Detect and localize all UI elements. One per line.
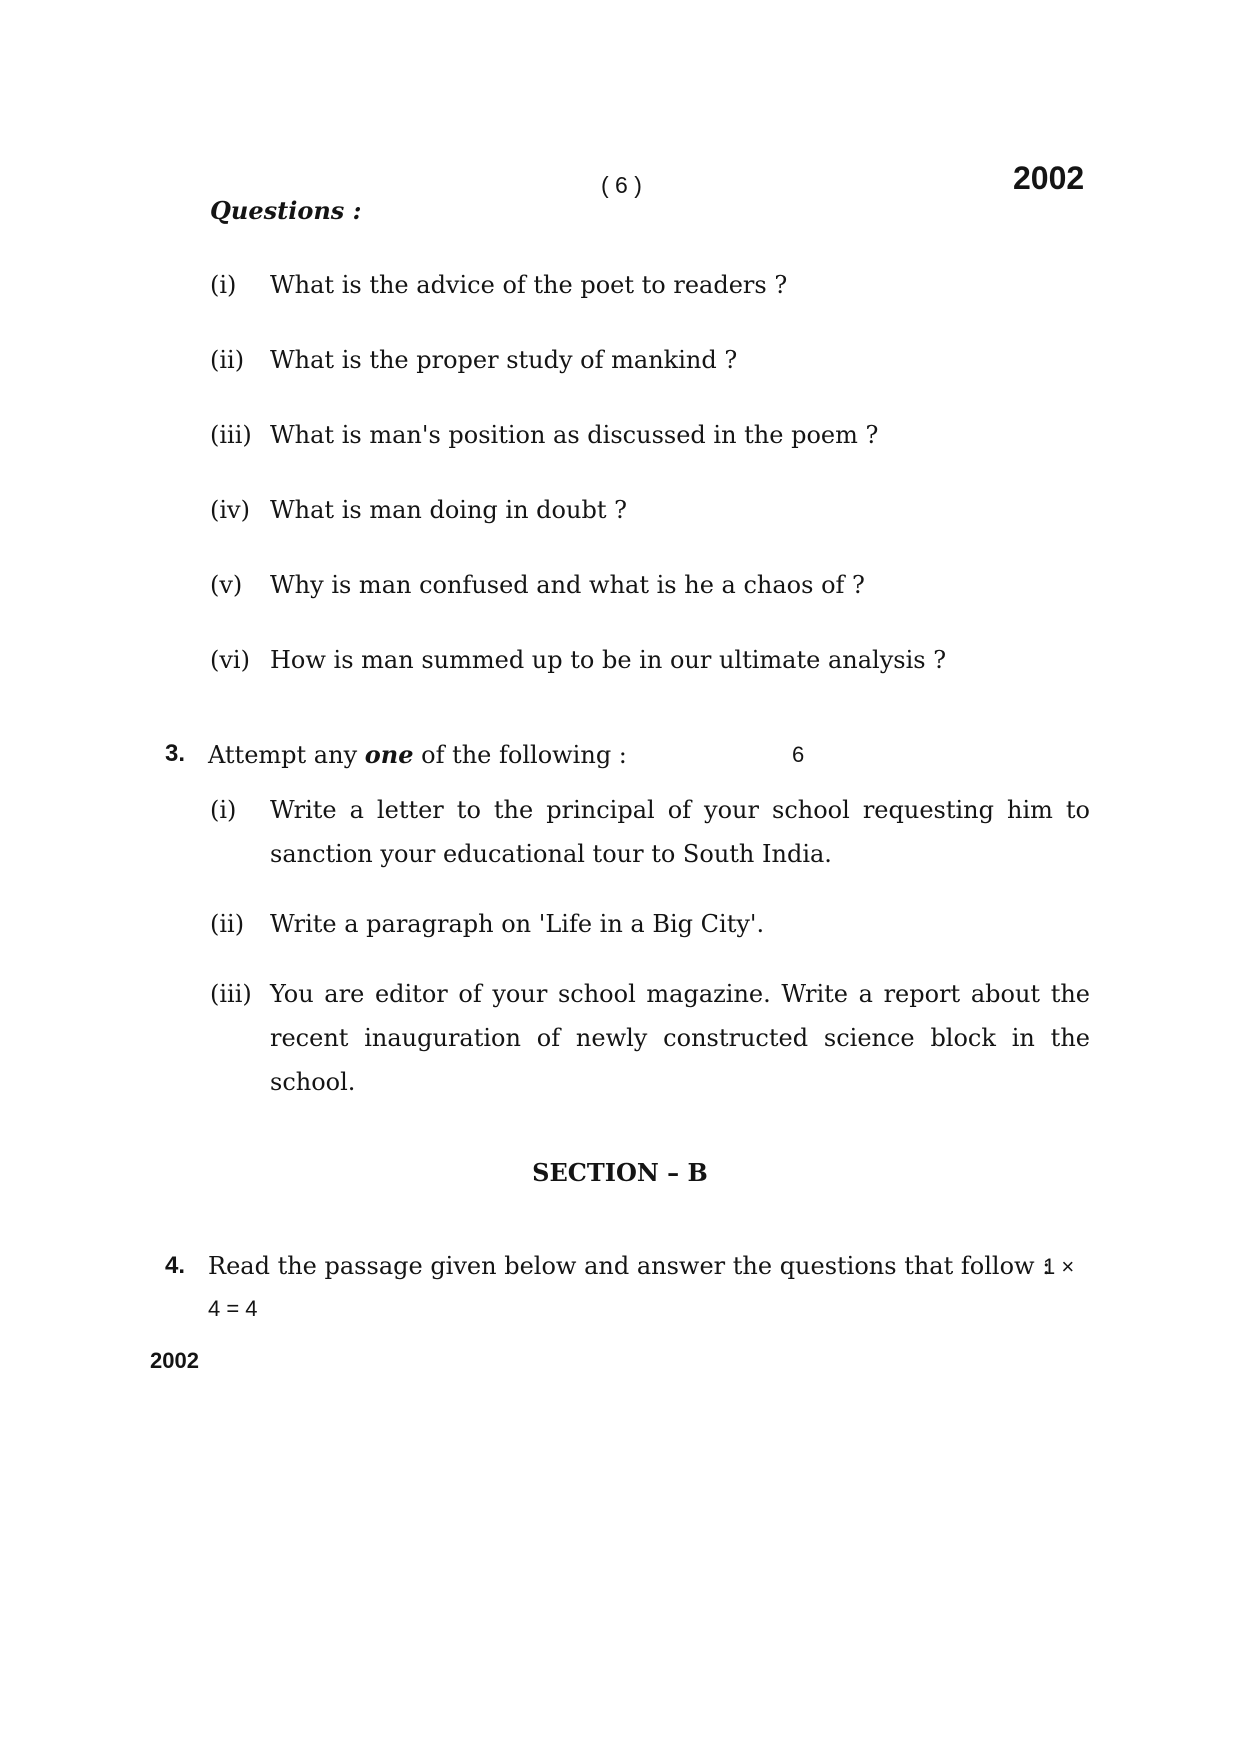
question-number: (v) bbox=[210, 571, 243, 599]
question-3-text-after: of the following : bbox=[413, 741, 627, 769]
question-3-number: 3. bbox=[165, 740, 186, 767]
question-4-number: 4. bbox=[165, 1252, 186, 1279]
question-number: (ii) bbox=[210, 346, 245, 374]
option-text: Write a letter to the principal of your school requesting him to sanction your educational tour to South India. bbox=[270, 796, 1090, 868]
question-text: What is the advice of the poet to readers ? bbox=[270, 271, 788, 299]
question-3-emphasis: one bbox=[364, 740, 414, 769]
question-text: What is man's position as discussed in the poem ? bbox=[270, 421, 879, 449]
question-number: (i) bbox=[210, 271, 237, 299]
header-year: 2002 bbox=[1013, 160, 1085, 196]
page-number: ( 6 ) bbox=[601, 172, 642, 198]
question-4-marks-line2: 4 = 4 bbox=[208, 1296, 258, 1321]
option-text: You are editor of your school magazine. Write a report about the recent inauguration of newly constructed science block in the school. bbox=[270, 980, 1090, 1096]
question-text: What is man doing in doubt ? bbox=[270, 496, 627, 524]
question-4-marks-line1: 1 × bbox=[1043, 1254, 1075, 1279]
footer-year: 2002 bbox=[150, 1348, 199, 1373]
question-text: Why is man confused and what is he a chaos of ? bbox=[270, 571, 865, 599]
section-b-title: SECTION – B bbox=[532, 1158, 708, 1187]
question-3-text-before: Attempt any bbox=[208, 741, 365, 769]
question-3-marks: 6 bbox=[792, 742, 805, 767]
option-number: (iii) bbox=[210, 980, 252, 1008]
question-text: What is the proper study of mankind ? bbox=[270, 346, 738, 374]
question-4-text: Read the passage given below and answer the questions that follow : bbox=[208, 1252, 1051, 1280]
questions-heading: Questions : bbox=[210, 196, 362, 225]
question-number: (vi) bbox=[210, 646, 250, 674]
question-text: How is man summed up to be in our ultimate analysis ? bbox=[270, 646, 947, 674]
question-number: (iv) bbox=[210, 496, 250, 524]
option-number: (ii) bbox=[210, 910, 245, 938]
question-number: (iii) bbox=[210, 421, 252, 449]
question-3-prompt bbox=[208, 740, 627, 769]
option-number: (i) bbox=[210, 796, 237, 824]
option-text: Write a paragraph on 'Life in a Big City'. bbox=[270, 910, 765, 938]
